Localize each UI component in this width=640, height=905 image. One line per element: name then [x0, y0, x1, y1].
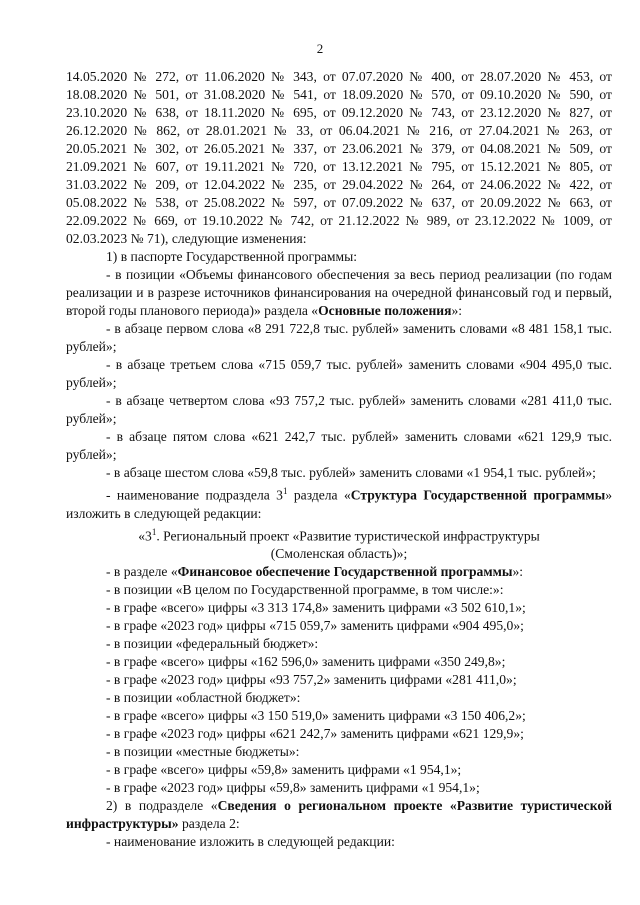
new-subsection-title: «$3^1$. Региональный проект «Развитие туристической инфраструктуры: [138, 526, 540, 544]
subsection-title-change: - наименование подраздела $3^1$ раздела «Структура Государственной программы» изложить в следующей редакции:: [66, 486, 613, 521]
financing-line: - в графе «2023 год» цифры «93 757,2» заменить цифрами «281 411,0»;: [106, 672, 517, 688]
item-2: 2) в подразделе «Сведения о региональном проекте «Развитие туристической инфраструктуры» раздела 2:: [66, 798, 612, 832]
paragraph-6-change: - в абзаце шестом слова «59,8 тыс. рублей» заменить словами «1 954,1 тыс. рублей»;: [106, 465, 596, 480]
financing-line: - в графе «всего» цифры «3 313 174,8» заменить цифрами «3 502 610,1»;: [106, 600, 526, 616]
financing-line: - в графе «всего» цифры «59,8» заменить цифрами «1 954,1»;: [106, 762, 462, 778]
paragraph-4-change: - в абзаце четвертом слова «93 757,2 тыс. рублей» заменить словами «281 411,0 тыс. рублей»;: [66, 393, 612, 426]
financing-line: - в позиции «местные бюджеты»:: [106, 744, 300, 760]
item-1: 1) в паспорте Государственной программы:: [106, 249, 358, 264]
position-volumes: - в позиции «Объемы финансового обеспечения за весь период реализации (по годам реализации и в разрезе источников финансирования на очередной финансовый год и первый, второй годы планового периода)» раздела «Основные положения»:: [66, 267, 612, 318]
financing-line: - в позиции «областной бюджет»:: [106, 690, 301, 706]
paragraph-5-change: - в абзаце пятом слова «621 242,7 тыс. рублей» заменить словами «621 129,9 тыс. рублей»;: [66, 429, 612, 462]
financing-line: - в графе «2023 год» цифры «59,8» заменить цифрами «1 954,1»;: [106, 780, 480, 796]
last-line: - наименование изложить в следующей редакции:: [106, 834, 395, 850]
financing-section: - в разделе «Финансовое обеспечение Государственной программы»:: [106, 564, 524, 580]
page-number: 2: [316, 41, 324, 56]
paragraph-1-change: - в абзаце первом слова «8 291 722,8 тыс. рублей» заменить словами «8 481 158,1 тыс. рублей»;: [66, 321, 612, 354]
new-subsection-title-line2: (Смоленская область)»;: [270, 546, 408, 562]
paragraph-3-change: - в абзаце третьем слова «715 059,7 тыс. рублей» заменить словами «904 495,0 тыс. рублей»;: [66, 357, 612, 390]
financing-line: - в графе «2023 год» цифры «621 242,7» заменить цифрами «621 129,9»;: [106, 726, 524, 742]
financing-line: - в позиции «В целом по Государственной программе, в том числе:»:: [106, 582, 504, 598]
document-body: [66, 68, 612, 851]
financing-line: - в позиции «федеральный бюджет»:: [106, 636, 319, 652]
financing-line: - в графе «всего» цифры «162 596,0» заменить цифрами «350 249,8»;: [106, 654, 506, 670]
financing-line: - в графе «всего» цифры «3 150 519,0» заменить цифрами «3 150 406,2»;: [106, 708, 526, 724]
financing-line: - в графе «2023 год» цифры «715 059,7» заменить цифрами «904 495,0»;: [106, 618, 524, 634]
intro-paragraph: 14.05.2020 № 272, от 11.06.2020 № 343, от 07.07.2020 № 400, от 28.07.2020 № 453, от 18.08.2020 № 501, от 31.08.2020 № 541, от 18.09.2020 № 570, от 09.10.2020 № 590, от 23.10.2020 № 638, от 18.11.2020 № 695, от 09.12.2020 № 743, от 23.12.2020 № 827, от 26.12.2020 № 862, от 28.01.2021 № 33, от 06.04.2021 № 216, от 27.04.2021 № 263, от 20.05.2021 № 302, от 26.05.2021 № 337, от 23.06.2021 № 379, от 04.08.2021 № 509, от 21.09.2021 № 607, от 19.11.2021 № 720, от 13.12.2021 № 795, от 15.12.2021 № 805, от 31.03.2022 № 209, от 12.04.2022 № 235, от 29.04.2022 № 264, от 24.06.2022 № 422, от 05.08.2022 № 538, от 25.08.2022 № 597, от 07.09.2022 № 637, от 20.09.2022 № 663, от 22.09.2022 № 669, от 19.10.2022 № 742, от 21.12.2022 № 989, от 23.12.2022 № 1009, от 02.03.2023 № 71), следующие изменения:: [66, 69, 612, 246]
